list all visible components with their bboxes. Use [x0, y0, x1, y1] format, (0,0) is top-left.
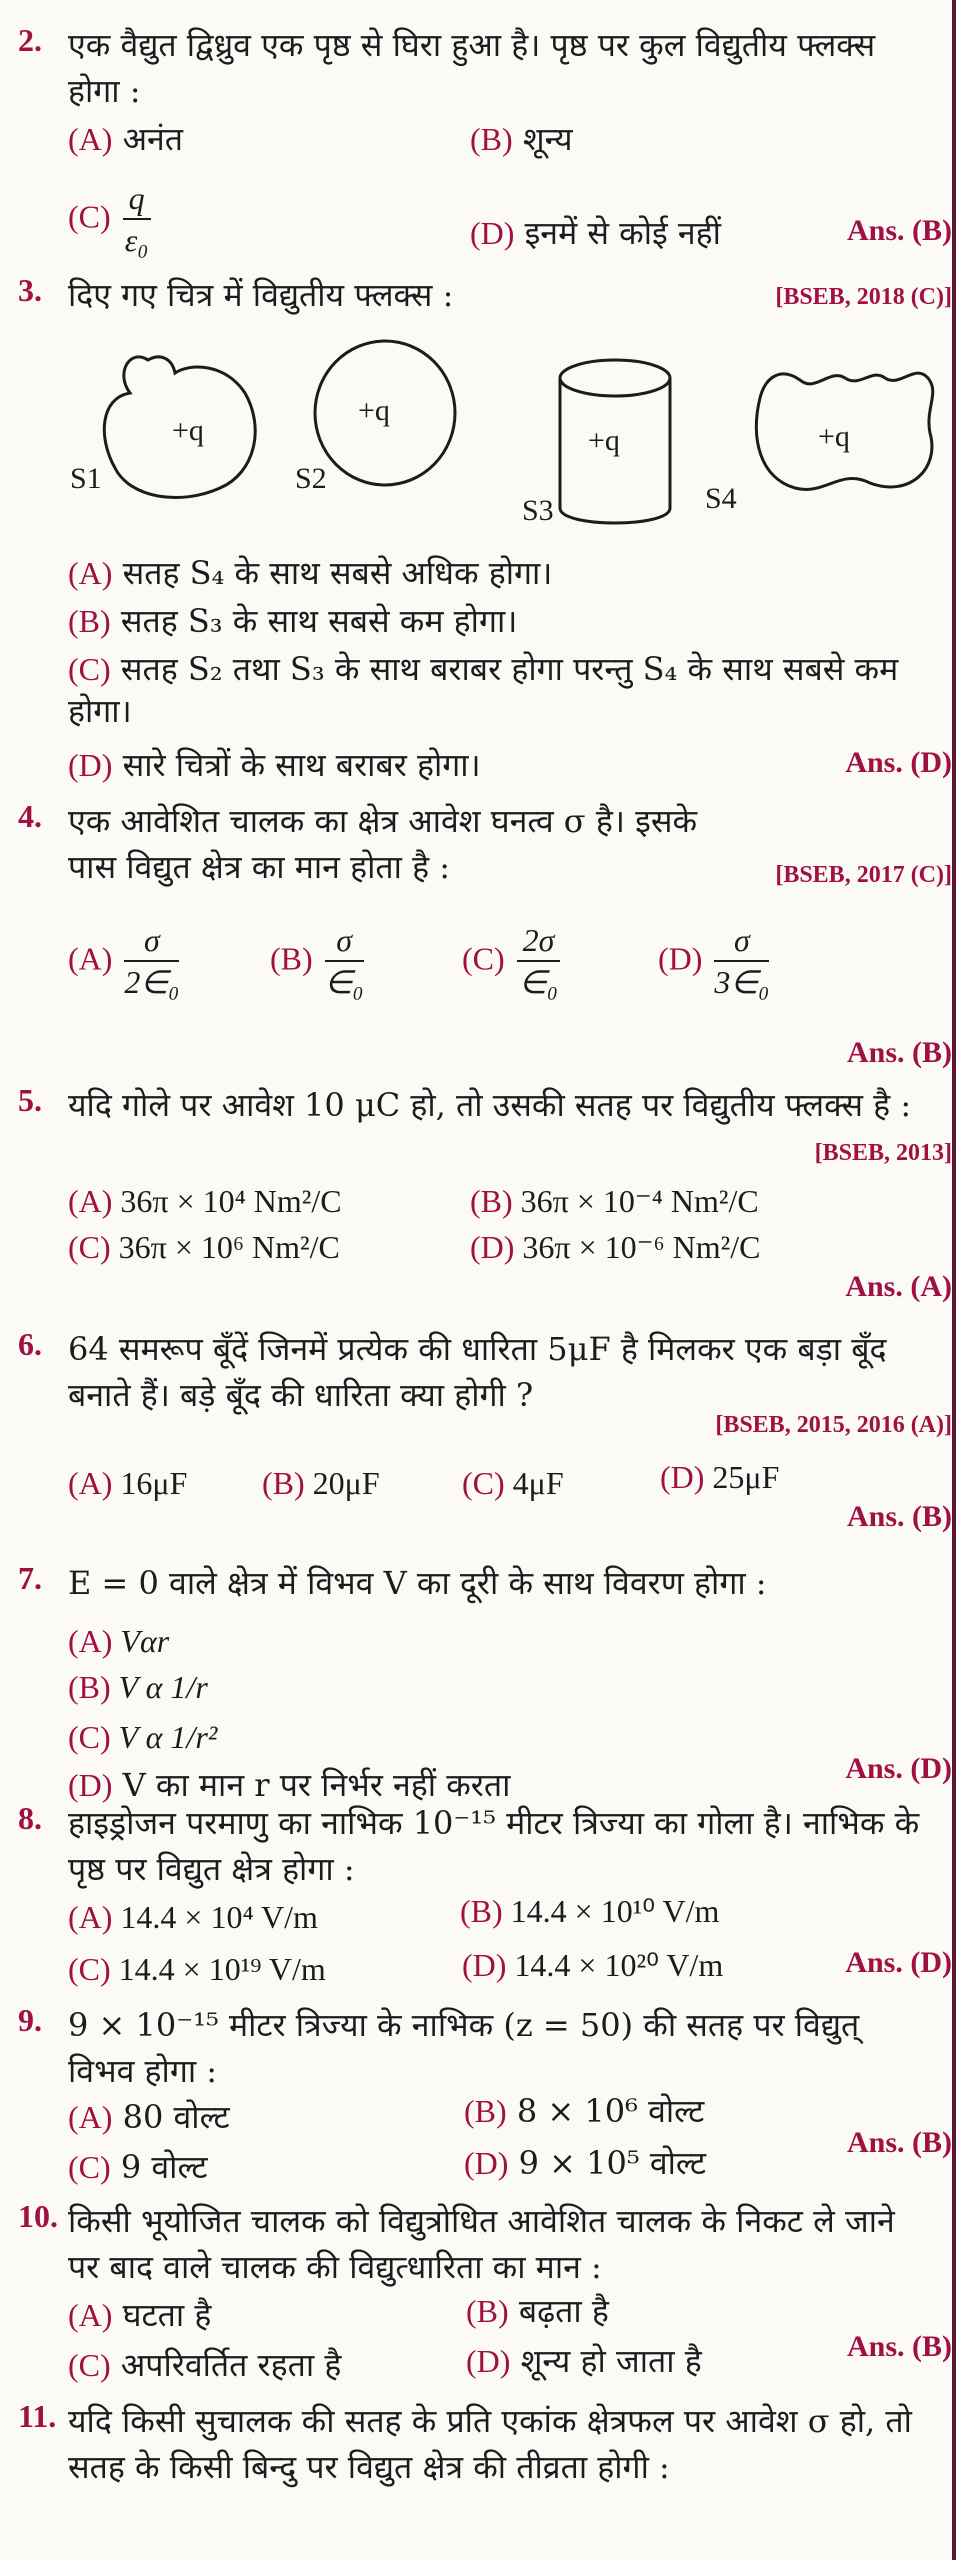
answer-label: Ans. (B): [846, 2330, 952, 2363]
fraction: $\frac{2\sigma}{\text{∈₀}}$: [517, 920, 561, 1002]
option-b: (B) 14.4 × 10¹⁰ V/m: [460, 1893, 720, 1929]
option-a: (A) घटता है: [68, 2296, 212, 2334]
question-number: 5.: [18, 1082, 42, 1118]
surface-label-s2: S2: [295, 462, 327, 495]
charge-label-s1: +q: [172, 414, 204, 447]
question-text: एक आवेशित चालक का क्षेत्र आवेश घनत्व σ है। इसके पास विद्युत क्षेत्र का मान होता है :: [68, 802, 698, 886]
answer-label: Ans. (B): [846, 1500, 952, 1533]
option-d: (D) शून्य हो जाता है: [466, 2342, 702, 2380]
answer-label: Ans. (B): [846, 1036, 952, 1069]
option-c: (C) $\frac{2\sigma}{\text{∈₀}}$: [462, 920, 560, 1002]
question-number: 9.: [18, 2002, 42, 2038]
question-number: 8.: [18, 1800, 42, 1836]
question-number: 7.: [18, 1560, 42, 1596]
option-c: (C) V α 1/r²: [68, 1719, 218, 1755]
question-11: [18, 2398, 934, 2490]
answer-label: Ans. (D): [845, 1946, 952, 1979]
option-a: (A) 16μF: [68, 1465, 188, 1501]
surface-s3-base: [560, 508, 670, 523]
option-d: (D) 9 × 10⁵ वोल्ट: [464, 2144, 706, 2182]
option-b: (B) 20μF: [262, 1465, 380, 1501]
margin-rule: [952, 0, 956, 2560]
option-d: (D) सारे चित्रों के साथ बराबर होगा।: [68, 746, 481, 784]
fraction: $\frac{q}{\text{ε₀}}$: [123, 178, 151, 260]
question-number: 11.: [18, 2398, 57, 2434]
question-number: 10.: [18, 2198, 58, 2234]
option-d: (D) इनमें से कोई नहीं: [470, 214, 721, 252]
question-5: [18, 1082, 934, 1128]
charge-label-s3: +q: [588, 424, 620, 457]
question-text: किसी भूयोजित चालक को विद्युत्रोधित आवेशित चालक के निकट ले जाने पर बाद वाले चालक की विद्युत्धारिता का मान :: [68, 2202, 895, 2286]
question-7: [18, 1560, 934, 1606]
question-8: [18, 1800, 934, 1892]
option-b: (B) V α 1/r: [68, 1669, 208, 1705]
option-c: (C) $\frac{q}{\text{ε₀}}$: [68, 178, 151, 260]
option-a: (A) $\frac{\sigma}{\text{2∈₀}}$: [68, 922, 180, 1000]
option-b: (B) बढ़ता है: [466, 2292, 609, 2330]
question-number: 6.: [18, 1326, 42, 1362]
question-number: 3.: [18, 272, 42, 308]
option-d: (D) $\frac{\sigma}{\text{3∈₀}}$: [658, 922, 770, 1000]
question-text: एक वैद्युत द्विध्रुव एक पृष्ठ से घिरा हुआ है। पृष्ठ पर कुल विद्युतीय फ्लक्स होगा :: [68, 26, 876, 110]
source-tag: [BSEB, 2013]: [814, 1140, 952, 1166]
answer-label: Ans. (D): [845, 746, 952, 779]
source-tag: [BSEB, 2017 (C)]: [775, 862, 952, 888]
answer-label: Ans. (A): [845, 1270, 952, 1303]
surface-label-s3: S3: [522, 494, 554, 527]
option-a: (A) 14.4 × 10⁴ V/m: [68, 1899, 318, 1935]
option-a: (A) अनंत: [68, 120, 184, 158]
charge-label-s2: +q: [358, 394, 390, 427]
question-6: [18, 1326, 934, 1418]
source-tag: [BSEB, 2015, 2016 (A)]: [715, 1412, 952, 1438]
charge-label-s4: +q: [818, 420, 850, 453]
option-a: (A) Vαr: [68, 1623, 170, 1659]
question-text: E = 0 वाले क्षेत्र में विभव V का दूरी के साथ विवरण होगा :: [68, 1564, 767, 1602]
option-d: (D) 25μF: [660, 1459, 780, 1495]
fraction: $\frac{\sigma}{\text{3∈₀}}$: [714, 922, 770, 1000]
question-text: यदि किसी सुचालक की सतह के प्रति एकांक क्षेत्रफल पर आवेश σ हो, तो सतह के किसी बिन्दु पर विद्युत क्षेत्र की तीव्रता होगी :: [68, 2402, 912, 2486]
question-text: दिए गए चित्र में विद्युतीय फ्लक्स :: [68, 276, 454, 314]
option-b: (B) शून्य: [470, 120, 573, 158]
option-a: (A) 36π × 10⁴ Nm²/C: [68, 1183, 342, 1219]
question-text: यदि गोले पर आवेश 10 μC हो, तो उसकी सतह पर विद्युतीय फ्लक्स है :: [68, 1086, 912, 1124]
question-10: [18, 2198, 934, 2290]
option-c: (C) सतह S₂ तथा S₃ के साथ बराबर होगा परन्तु S₄ के साथ सबसे कम होगा।: [68, 650, 899, 730]
question-number: 4.: [18, 798, 42, 834]
fraction: $\frac{\sigma}{\text{2∈₀}}$: [124, 922, 180, 1000]
answer-label: Ans. (B): [846, 214, 952, 247]
option-c: (C) अपरिवर्तित रहता है: [68, 2346, 342, 2384]
surface-s3-top: [560, 360, 670, 396]
question-number: 2.: [18, 22, 42, 58]
option-c: (C) 36π × 10⁶ Nm²/C: [68, 1229, 340, 1265]
question-2: [18, 22, 934, 114]
surfaces-figure: [60, 338, 940, 528]
question-9: [18, 2002, 934, 2094]
option-a: (A) सतह S₄ के साथ सबसे अधिक होगा।: [68, 554, 553, 592]
surface-label-s4: S4: [705, 482, 737, 515]
option-d: (D) 14.4 × 10²⁰ V/m: [462, 1947, 724, 1983]
question-text: 9 × 10⁻¹⁵ मीटर त्रिज्या के नाभिक (z = 50) की सतह पर विद्युत् विभव होगा :: [68, 2006, 860, 2090]
answer-label: Ans. (D): [845, 1752, 952, 1785]
source-tag: [BSEB, 2018 (C)]: [775, 284, 952, 310]
option-c: (C) 4μF: [462, 1465, 564, 1501]
option-b: (B) सतह S₃ के साथ सबसे कम होगा।: [68, 602, 518, 640]
option-b: (B) 36π × 10⁻⁴ Nm²/C: [470, 1183, 759, 1219]
option-d: (D) 36π × 10⁻⁶ Nm²/C: [470, 1229, 761, 1265]
question-text: हाइड्रोजन परमाणु का नाभिक 10⁻¹⁵ मीटर त्रिज्या का गोला है। नाभिक के पृष्ठ पर विद्युत क्षेत्र होगा :: [68, 1804, 920, 1888]
surface-label-s1: S1: [70, 462, 102, 495]
answer-label: Ans. (B): [846, 2126, 952, 2159]
option-b: (B) $\frac{\sigma}{\text{∈₀}}$: [270, 922, 364, 1000]
option-c: (C) 9 वोल्ट: [68, 2148, 208, 2186]
question-text: 64 समरूप बूँदें जिनमें प्रत्येक की धारिता 5μF है मिलकर एक बड़ा बूँद बनाते हैं। बड़े बूँद की धारिता क्या होगी ?: [68, 1330, 887, 1414]
surfaces-diagram: [60, 338, 940, 528]
option-c: (C) 14.4 × 10¹⁹ V/m: [68, 1951, 326, 1987]
fraction: $\frac{\sigma}{\text{∈₀}}$: [324, 922, 364, 1000]
option-a: (A) 80 वोल्ट: [68, 2098, 230, 2136]
option-d: (D) V का मान r पर निर्भर नहीं करता: [68, 1766, 511, 1804]
option-b: (B) 8 × 10⁶ वोल्ट: [464, 2092, 705, 2130]
